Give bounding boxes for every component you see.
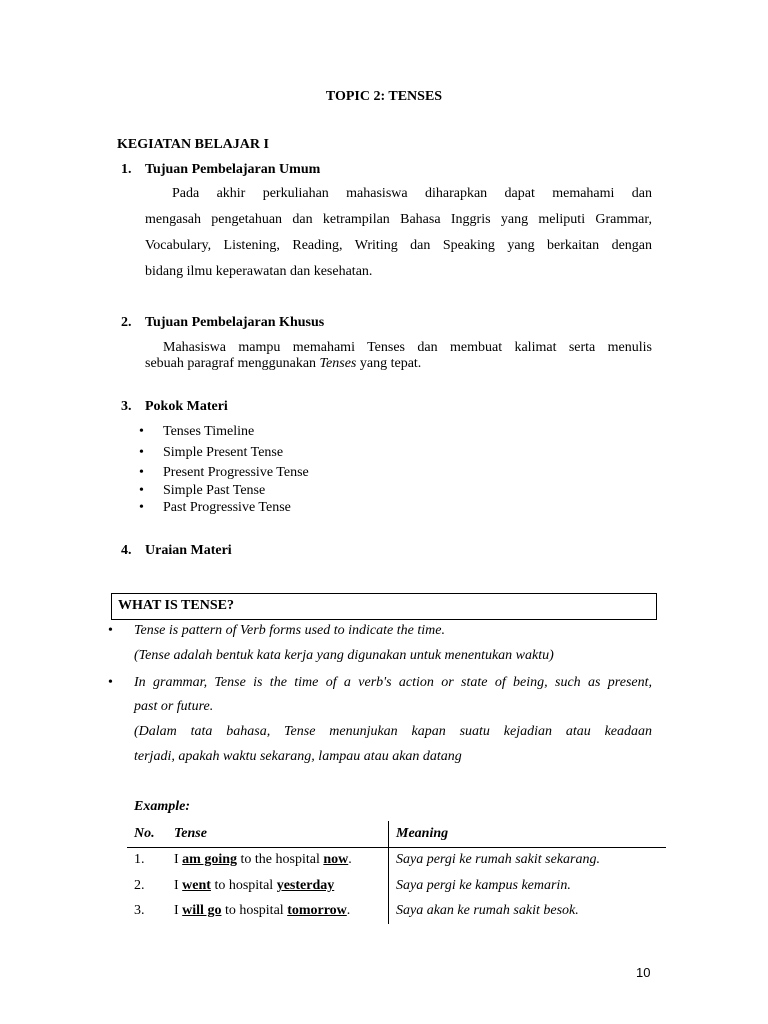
section-2-number: 2. <box>121 315 132 330</box>
header-no: No. <box>134 825 155 841</box>
row-no: 3. <box>134 903 145 919</box>
definition-2-id-line-2: terjadi, apakah waktu sekarang, lampau atau akan datang <box>134 749 462 764</box>
row-verb: will go <box>182 903 222 919</box>
list-item: • Simple Present Tense <box>137 445 537 465</box>
example-table <box>127 821 666 924</box>
row-tense <box>174 873 389 899</box>
page-number: 10 <box>636 965 651 980</box>
bullet-2: • <box>108 675 113 690</box>
row-mid: to the hospital <box>237 852 324 868</box>
page-title: TOPIC 2: TENSES <box>325 89 443 104</box>
row-meaning: Saya pergi ke kampus kemarin. <box>396 877 571 893</box>
row-time: yesterday <box>276 877 335 893</box>
section-2-line-2-post: yang tepat. <box>356 356 422 371</box>
list-item: • Tenses Timeline <box>137 424 537 445</box>
row-no: 1. <box>127 847 174 873</box>
row-meaning: Saya pergi ke rumah sakit sekarang. <box>396 852 600 868</box>
section-1-number: 1. <box>121 162 132 177</box>
row-tense <box>174 847 389 873</box>
row-subject: I <box>174 852 183 868</box>
section-1-heading: Tujuan Pembelajaran Umum <box>145 162 321 177</box>
definition-1-id: (Tense adalah bentuk kata kerja yang digunakan untuk menentukan waktu) <box>134 648 554 663</box>
row-mid: to hospital <box>210 877 277 893</box>
topic-list <box>137 424 537 517</box>
section-4-heading: Uraian Materi <box>145 543 232 558</box>
definition-1-en: Tense is pattern of Verb forms used to indicate the time. <box>134 623 445 638</box>
section-1-line-3: Vocabulary, Listening, Reading, Writing dan Speaking yang berkaitan dengan <box>145 238 652 253</box>
row-tense <box>174 899 389 925</box>
section-2-line-1: Mahasiswa mampu memahami Tenses dan membuat kalimat serta menulis <box>163 340 652 355</box>
row-meaning: Saya akan ke rumah sakit besok. <box>396 903 579 919</box>
row-mid: to hospital <box>221 903 288 919</box>
row-subject: I <box>174 877 183 893</box>
section-3-number: 3. <box>121 399 132 414</box>
section-2-line-2-em: Tenses <box>319 356 357 371</box>
row-no: 2. <box>134 877 145 893</box>
definition-2-en-line-1: In grammar, Tense is the time of a verb's action or state of being, such as present, <box>134 675 652 690</box>
section-2-line-2 <box>145 356 421 372</box>
list-item: • Present Progressive Tense <box>137 465 537 483</box>
table-row <box>127 847 666 873</box>
definition-2-id-line-1: (Dalam tata bahasa, Tense menunjukan kapan suatu kejadian atau keadaan <box>134 724 652 739</box>
list-item: • Simple Past Tense <box>137 483 537 500</box>
row-end: . <box>348 852 352 868</box>
section-3-heading: Pokok Materi <box>145 399 228 414</box>
section-1-line-2: mengasah pengetahuan dan ketrampilan Bahasa Inggris yang meliputi Grammar, <box>145 212 652 227</box>
section-1-line-1: Pada akhir perkuliahan mahasiswa diharapkan dapat memahami dan <box>172 186 652 201</box>
what-is-tense-box: WHAT IS TENSE? <box>111 593 657 620</box>
row-time: now <box>323 852 349 868</box>
example-label: Example: <box>134 799 190 814</box>
row-subject: I <box>174 903 183 919</box>
definition-2-en-line-2: past or future. <box>134 699 214 714</box>
bullet-1: • <box>108 623 113 638</box>
section-2-line-2-pre: sebuah paragraf menggunakan <box>145 356 320 371</box>
list-item: • Past Progressive Tense <box>137 500 537 517</box>
table-header-row <box>127 821 666 847</box>
row-verb: am going <box>182 852 238 868</box>
activity-heading: KEGIATAN BELAJAR I <box>117 137 269 152</box>
row-end: . <box>346 903 351 919</box>
section-4-number: 4. <box>121 543 132 558</box>
section-2-heading: Tujuan Pembelajaran Khusus <box>145 315 325 330</box>
header-meaning: Meaning <box>389 821 667 847</box>
header-tense: Tense <box>174 821 389 847</box>
table-row <box>127 873 666 899</box>
section-1-line-4: bidang ilmu keperawatan dan kesehatan. <box>145 264 373 279</box>
row-verb: went <box>182 877 211 893</box>
table-row <box>127 899 666 925</box>
row-time: tomorrow <box>287 903 347 919</box>
